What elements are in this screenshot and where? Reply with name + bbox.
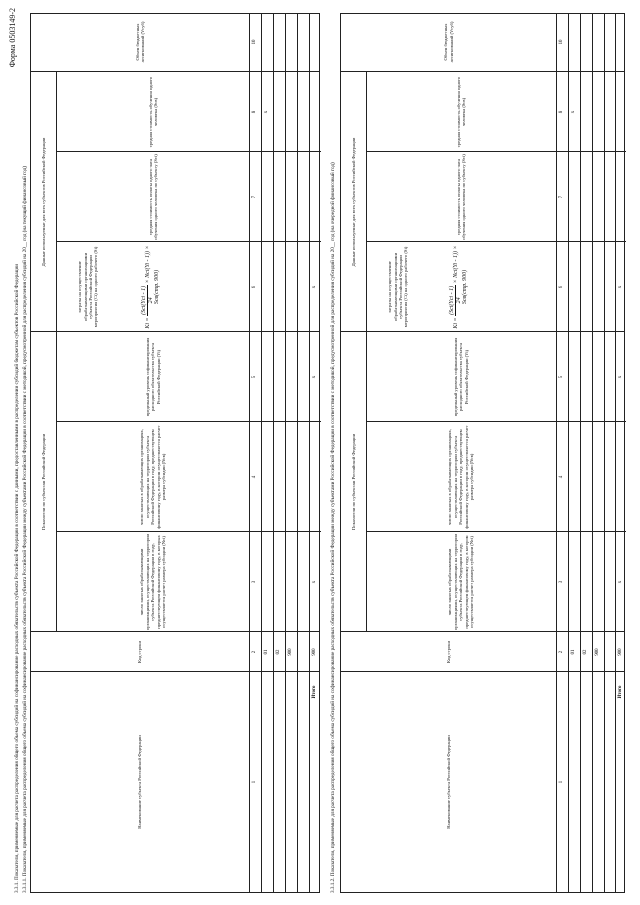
x-mark: x: [312, 285, 317, 289]
column-number: 1: [252, 780, 257, 784]
col-header-row-code: Код строки: [445, 641, 451, 663]
group-header-common-data: Данные используемые для всех субъектов Российской Федерации: [40, 137, 46, 267]
row-code: 900: [595, 648, 600, 656]
row-code: 02: [583, 649, 588, 655]
x-mark: x: [312, 375, 317, 379]
col-header-training-cost: средняя стоимость обучения одного человека (Sсв): [455, 76, 466, 148]
col-header-employed-total: число занятых в обрабатывающих организациях, осуществляющих на территории субъекта Российской Федерации в году, предшествующем финансовому году, в котором осуществляется расчет размера субсидии (Nсв): [139, 425, 167, 529]
x-mark: x: [618, 580, 623, 584]
subsection-heading-2: 3.3.1.2. Показатели, применяемые для расчета распределения общего объема субсидий на софинансирование расходных обязательств субъекта Российской Федерации между субъектами Российской Федерации в соответствии с методикой, предусмотренной для распределения субсидий на 20__ год (на очередной финансовый год): [330, 162, 336, 893]
total-row-code: 900: [618, 648, 623, 656]
col-header-employed-count: число занятых обрабатывающими организациями, осуществляющих на территории субъекта Российской Федерации в году, предшествующем финансовому году, в которых осуществляется расчет размера субсидии (Nсi): [139, 534, 167, 630]
table-3-3-1-2: [340, 13, 625, 893]
table-3-3-1-1: [30, 13, 320, 893]
column-number: 5: [252, 375, 257, 379]
group-header-common-data: Данные используемые для всех субъектов Российской Федерации: [350, 137, 356, 267]
col-header-employed-count: число занятых обрабатывающими организациями, осуществляющих на территории субъекта Российской Федерации в году, предшествующем финансовому году, в котором осуществляется расчет размера субсидии (Nсi): [447, 534, 475, 630]
col-header-budget-volume: Объем бюджетных ассигнований (Vсуб): [134, 21, 145, 63]
column-number: 2: [559, 650, 564, 654]
column-number: 8: [252, 110, 257, 114]
row-code: 02: [276, 649, 281, 655]
column-number: 3: [252, 580, 257, 584]
column-number: 10: [559, 39, 564, 45]
col-header-budget-volume: Объем бюджетных ассигнований (Vсуб): [443, 21, 454, 63]
x-mark: x: [264, 110, 269, 114]
col-header-hour-cost: средняя стоимость оплаты одного часа обучения одного человека по субъекту (Sсi): [147, 154, 158, 240]
column-number: 4: [252, 475, 257, 479]
column-number: 1: [559, 780, 564, 784]
col-header-row-code: Код строки: [137, 641, 143, 663]
col-header-costs: затраты на осуществление обрабатывающими организациями субъекта Российской Федерации мероприятия (Сi) на одного рабочего (Si): [387, 246, 409, 328]
row-code: 01: [571, 649, 576, 655]
column-number: 6: [252, 285, 257, 289]
col-header-training-cost: средняя стоимость обучения одного человека (Sсв): [147, 76, 158, 148]
group-header-region-indicators: Показатели по субъектам Российской Федерации: [350, 433, 356, 531]
column-number: 3: [559, 580, 564, 584]
col-header-employed-total: число занятых в обрабатывающих организациях, осуществляющих на территории субъекта Российской Федерации в году, предшествующем финансовому году, в котором осуществляется расчет размера субсидии (Nсв): [447, 425, 475, 529]
col-header-cofinance-level: предельный уровень софинансирования расходного обязательства субъекта Российской Федерации (Yi): [452, 337, 469, 417]
row-code: 900: [288, 648, 293, 656]
col-header-hour-cost: средняя стоимость оплаты одного часа обучения одного человека по субъекту (Sсi): [455, 154, 466, 240]
column-number: 7: [559, 195, 564, 199]
distribution-formula: Ki = (Sсi(Yсi - 1) 24 × Nсi(Yi - 1)) × Sсв(стр. 900): [141, 245, 160, 329]
x-mark: x: [312, 580, 317, 584]
total-label: Итого: [312, 685, 317, 699]
col-header-cofinance-level: предельный уровень софинансирования расходного обязательства субъекта Российской Федерации (Yi): [144, 337, 161, 417]
x-mark: x: [618, 375, 623, 379]
x-mark: x: [618, 285, 623, 289]
col-header-costs: затраты на осуществление обрабатывающими организациями субъекта Российской Федерации мероприятия (Сi) на одного рабочего (Si): [77, 246, 99, 328]
col-header-region-name: Наименование субъекта Российской Федерации: [137, 735, 143, 829]
column-number: 10: [252, 39, 257, 45]
total-label: Итого: [618, 685, 623, 699]
column-number: 8: [559, 110, 564, 114]
column-number: 7: [252, 195, 257, 199]
subsection-heading: 3.3.1.1. Показатели, применяемые для расчета распределения общего объема субсидий на софинансирование расходных обязательств субъекта Российской Федерации между субъектами Российской Федерации в соответствии с методикой, предусмотренной для распределения субсидий на 20__ год (на текущий финансовый год): [22, 166, 28, 893]
column-number: 6: [559, 285, 564, 289]
row-code: 01: [264, 649, 269, 655]
col-header-region-name: Наименование субъекта Российской Федерации: [445, 735, 451, 829]
form-code: Форма 0503149-2: [8, 8, 17, 68]
column-number: 4: [559, 475, 564, 479]
column-number: 5: [559, 375, 564, 379]
section-heading: 3.3.1. Показатели, применяемые для расчета распределения общего объема субсидий на софинансирование расходных обязательств субъекта Российской Федерации в соответствии с данными, предоставленными в распределении субсидий бюджетам субъектов Российской Федерации: [14, 263, 20, 893]
total-row-code: 900: [312, 648, 317, 656]
distribution-formula: Ki = (Sсi(Yсi - 1) 24 × Nсi(Yi - 1)) × Sсв(стр. 900): [449, 245, 468, 329]
group-header-region-indicators: Показатели по субъектам Российской Федерации: [40, 433, 46, 531]
column-number: 2: [252, 650, 257, 654]
x-mark: x: [571, 110, 576, 114]
